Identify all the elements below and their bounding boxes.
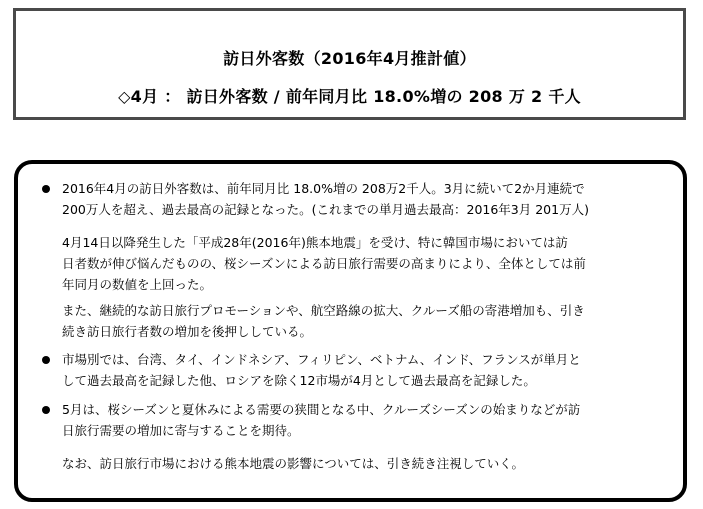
- page-title: 訪日外客数（2016年4月推計値）: [223, 49, 476, 68]
- bullet-marker: [42, 406, 50, 414]
- text-line: 5月は、桜シーズンと夏休みによる需要の狭間となる中、クルーズシーズンの始まりなどが訪: [62, 402, 581, 417]
- bullet-marker: [42, 185, 50, 193]
- title-box: [13, 8, 686, 120]
- text-line: 200万人を超え、過去最高の記録となった。(これまでの単月過去最高：2016年3月 201万人): [62, 202, 589, 217]
- text-line: 4月14日以降発生した「平成28年(2016年)熊本地震」を受け、特に韓国市場においては訪: [62, 235, 568, 250]
- text-line: して過去最高を記録した他、ロシアを除く12市場が4月として過去最高を記録した。: [62, 373, 536, 388]
- summary-box: [14, 160, 687, 502]
- text-line: 日者数が伸び悩んだものの、桜シーズンによる訪日旅行需要の高まりにより、全体としては前: [62, 256, 586, 271]
- paragraph: [62, 349, 680, 391]
- text-line: 2016年4月の訪日外客数は、前年同月比 18.0%増の 208万2千人。3月に続いて2か月連続で: [62, 181, 585, 196]
- bullet-marker: [42, 356, 50, 364]
- paragraph: [62, 300, 680, 342]
- text-line: 続き訪日旅行者数の増加を後押ししている。: [62, 324, 313, 339]
- text-line: なお、訪日旅行市場における熊本地震の影響については、引き続き注視していく。: [62, 456, 525, 471]
- paragraph: [62, 453, 680, 474]
- paragraph: [62, 399, 680, 441]
- paragraph: [62, 178, 680, 220]
- text-line: 年同月の数値を上回った。: [62, 277, 213, 292]
- text-line: 日旅行需要の増加に寄与することを期待。: [62, 423, 300, 438]
- text-line: 市場別では、台湾、タイ、インドネシア、フィリピン、ベトナム、インド、フランスが単月と: [62, 352, 581, 367]
- paragraph: [62, 232, 680, 295]
- text-line: また、継続的な訪日旅行プロモーションや、航空路線の拡大、クルーズ船の寄港増加も、引き: [62, 303, 585, 318]
- page-subtitle: ◇4月 ： 訪日外客数 / 前年同月比 18.0%増の 208 万 2 千人: [118, 87, 581, 106]
